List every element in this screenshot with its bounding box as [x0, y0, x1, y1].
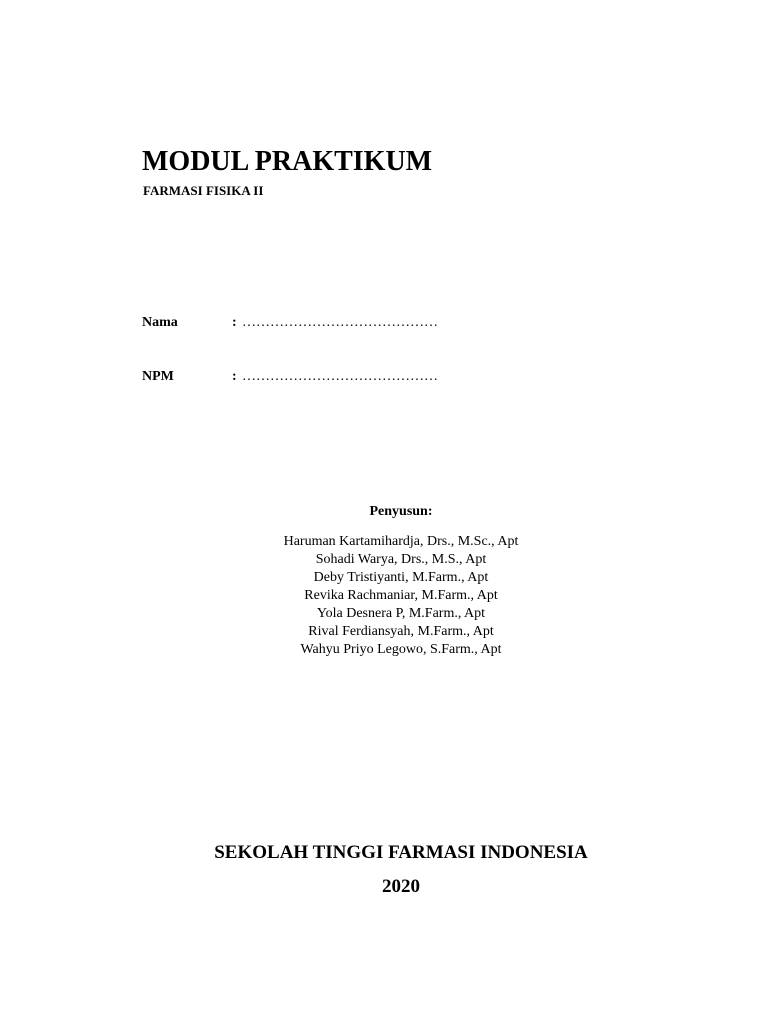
npm-separator: :	[232, 369, 237, 384]
document-subtitle: FARMASI FISIKA II	[143, 183, 264, 198]
authors-section	[0, 503, 768, 659]
authors-heading: Penyusun:	[369, 504, 433, 519]
author-name: Revika Rachmaniar, M.Farm., Apt	[304, 588, 498, 603]
npm-fill-line: ……………………………………	[242, 369, 438, 384]
author-name: Haruman Kartamihardja, Drs., M.Sc., Apt	[283, 534, 519, 549]
author-name: Wahyu Priyo Legowo, S.Farm., Apt	[300, 642, 502, 657]
name-separator: :	[232, 315, 237, 330]
name-fill-line: ……………………………………	[242, 315, 438, 330]
author-name: Yola Desnera P, M.Farm., Apt	[316, 606, 486, 621]
author-name: Sohadi Warya, Drs., M.S., Apt	[315, 552, 487, 567]
npm-label: NPM	[142, 369, 174, 384]
author-name: Rival Ferdiansyah, M.Farm., Apt	[308, 624, 494, 639]
document-title: MODUL PRAKTIKUM	[142, 146, 433, 177]
institution-name: SEKOLAH TINGGI FARMASI INDONESIA	[214, 842, 588, 863]
publication-year: 2020	[382, 876, 420, 897]
name-label: Nama	[142, 315, 178, 330]
author-name: Deby Tristiyanti, M.Farm., Apt	[313, 570, 489, 585]
